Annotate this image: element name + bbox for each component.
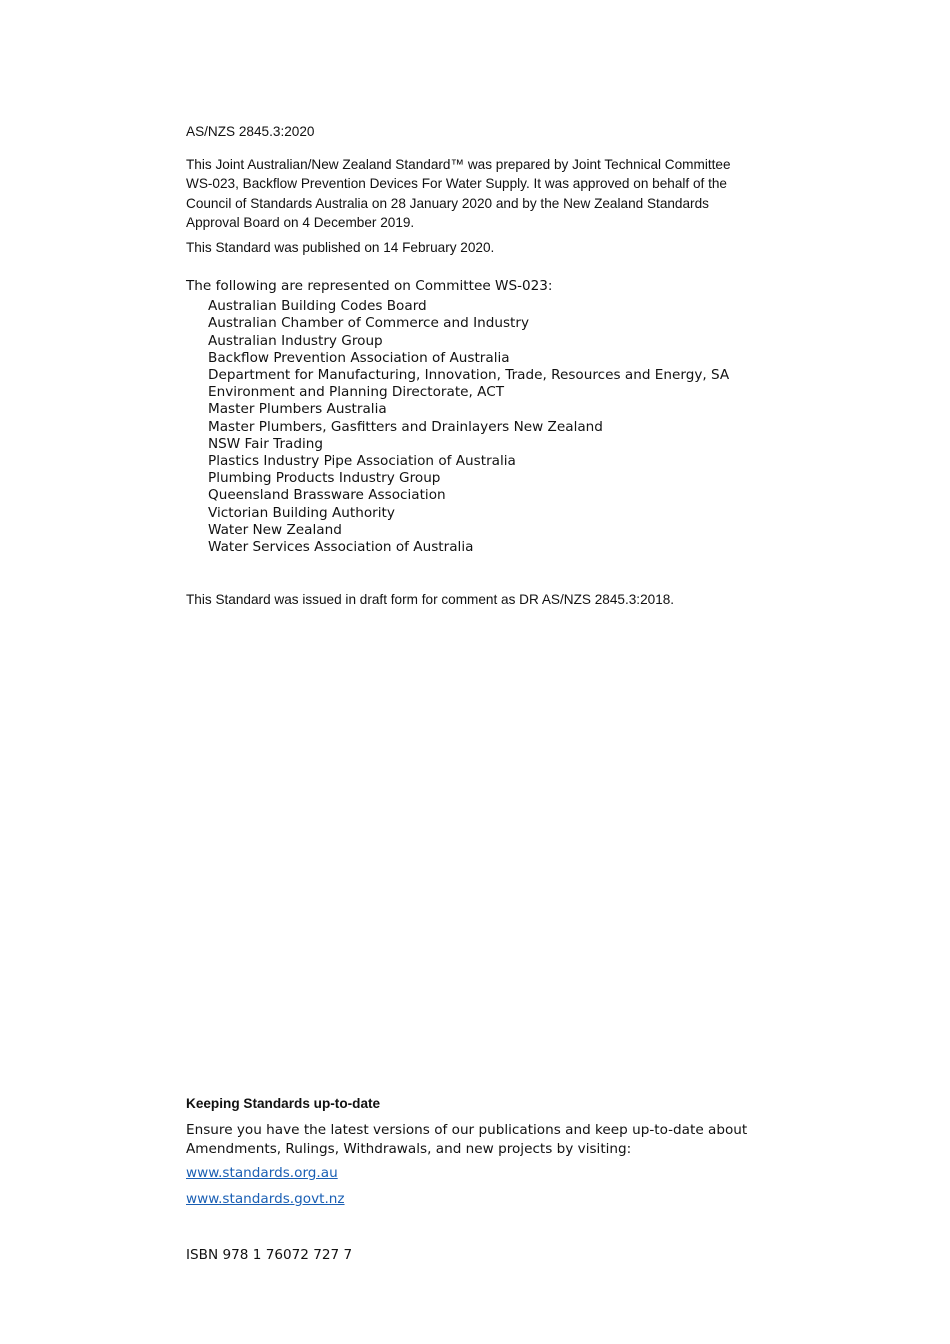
committee-member: Environment and Planning Directorate, ACT [208, 384, 505, 401]
committee-member: Master Plumbers, Gasfitters and Drainlayers New Zealand [208, 418, 603, 435]
committee-member: Water Services Association of Australia [208, 539, 474, 556]
committee-member: Plumbing Products Industry Group [208, 470, 441, 487]
committee-section [186, 278, 766, 556]
committee-intro: The following are represented on Committee WS-023: [186, 278, 553, 294]
committee-member: Department for Manufacturing, Innovation, Trade, Resources and Energy, SA [208, 367, 730, 384]
keeping-up-to-date-paragraph: Ensure you have the latest versions of our publications and keep up-to-date about Amendments, Rulings, Withdrawals, and new projects by visiting: [186, 1122, 748, 1157]
standards-au-link[interactable]: www.standards.org.au [186, 1165, 338, 1181]
standards-nz-link[interactable]: www.standards.govt.nz [186, 1191, 345, 1207]
committee-member: Victorian Building Authority [208, 504, 395, 521]
committee-member: NSW Fair Trading [208, 435, 324, 452]
committee-member: Australian Building Codes Board [208, 298, 427, 315]
preparation-paragraph: This Joint Australian/New Zealand Standard™ was prepared by Joint Technical Committee WS-023, Backflow Prevention Devices For Water Supply. It was approved on behalf of the Council of Standards Australia on 28 January 2020 and by the New Zealand Standards Approval Board on 4 December 2019. [186, 157, 731, 231]
committee-member: Australian Industry Group [208, 332, 383, 349]
committee-member: Plastics Industry Pipe Association of Australia [208, 453, 516, 470]
draft-notice-paragraph: This Standard was issued in draft form for comment as DR AS/NZS 2845.3:2018. [186, 592, 675, 607]
publication-date-paragraph: This Standard was published on 14 February 2020. [186, 240, 495, 255]
isbn-number: ISBN 978 1 76072 727 7 [186, 1247, 353, 1263]
committee-member: Backflow Prevention Association of Australia [208, 349, 510, 366]
committee-member: Australian Chamber of Commerce and Industry [208, 315, 529, 332]
keeping-up-to-date-heading: Keeping Standards up-to-date [186, 1096, 381, 1111]
committee-member-list [208, 298, 766, 556]
committee-member: Master Plumbers Australia [208, 401, 387, 418]
standard-code: AS/NZS 2845.3:2020 [186, 124, 315, 139]
committee-member: Queensland Brassware Association [208, 487, 446, 504]
committee-member: Water New Zealand [208, 521, 342, 538]
